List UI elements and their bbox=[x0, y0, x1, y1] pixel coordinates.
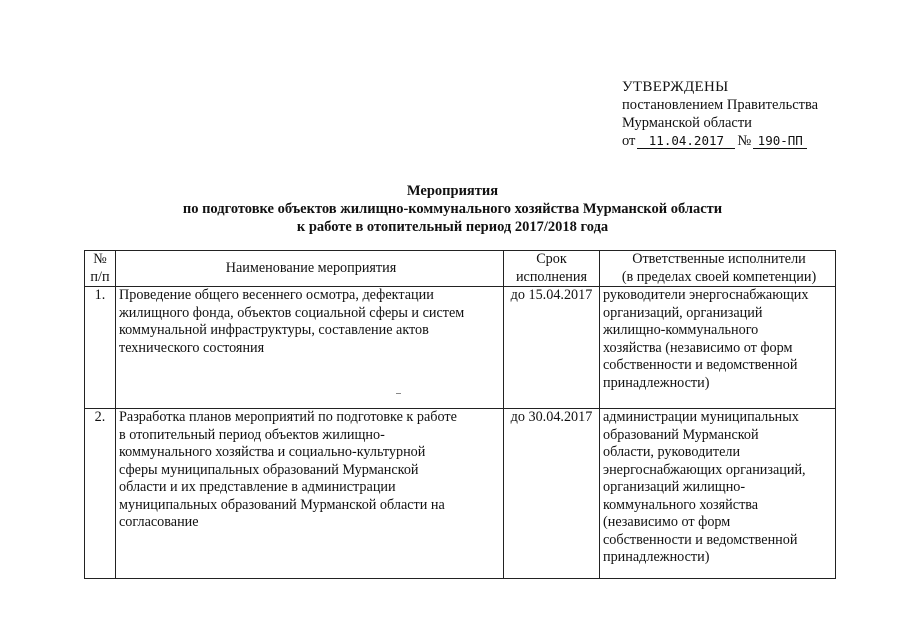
row-name-line: согласование bbox=[119, 514, 199, 530]
row-responsible-line: жилищно-коммунального bbox=[603, 322, 759, 338]
row-responsible-line: хозяйства (независимо от форм bbox=[603, 339, 793, 356]
row-responsible-line: (независимо от форм bbox=[603, 514, 731, 530]
header-responsible-line-2: (в пределах своей компетенции) bbox=[621, 268, 817, 285]
row-responsible-line: руководители энергоснабжающих bbox=[603, 287, 809, 303]
row-name-line: в отопительный период объектов жилищно- bbox=[119, 426, 385, 443]
title-line-1: Мероприятия bbox=[406, 183, 499, 199]
row-responsible bbox=[600, 287, 836, 409]
row-responsible-line: принадлежности) bbox=[603, 549, 710, 565]
row-name-line: Проведение общего весеннего осмотра, дефектации bbox=[119, 287, 434, 303]
date-prefix: от bbox=[622, 133, 636, 149]
table-row bbox=[85, 409, 836, 579]
approval-date-line bbox=[622, 132, 818, 150]
row-name-line: муниципальных образований Мурманской области на bbox=[119, 496, 445, 513]
row-responsible-line: образований Мурманской bbox=[603, 426, 759, 443]
row-responsible-line: энергоснабжающих организаций, bbox=[603, 461, 806, 478]
row-name-line: жилищного фонда, объектов социальной сферы и систем bbox=[119, 304, 465, 321]
header-deadline bbox=[504, 251, 600, 287]
row-deadline: до 15.04.2017 bbox=[504, 287, 600, 409]
row-responsible-line: коммунального хозяйства bbox=[603, 496, 759, 513]
table-header-row bbox=[85, 251, 836, 287]
row-name-line: сферы муниципальных образований Мурманской bbox=[119, 461, 419, 478]
row-number: 2. bbox=[85, 409, 116, 579]
row-responsible bbox=[600, 409, 836, 579]
approval-number: 190-ПП bbox=[753, 133, 807, 149]
row-name-line: коммунального хозяйства и социально-культурной bbox=[119, 444, 426, 460]
header-name: Наименование мероприятия bbox=[116, 251, 504, 287]
row-name-line: Разработка планов мероприятий по подготовке к работе bbox=[119, 409, 457, 425]
header-number-line-1: № bbox=[93, 251, 107, 267]
header-deadline-line-1: Срок bbox=[536, 251, 567, 267]
measures-table bbox=[84, 250, 836, 579]
row-name bbox=[116, 409, 504, 579]
approval-line-1: постановлением Правительства bbox=[622, 97, 819, 113]
table-row bbox=[85, 287, 836, 409]
row-responsible-line: области, руководители bbox=[603, 444, 741, 460]
row-deadline: до 30.04.2017 bbox=[504, 409, 600, 579]
row-responsible-line: собственности и ведомственной bbox=[603, 531, 798, 548]
header-responsible bbox=[600, 251, 836, 287]
row-responsible-line: принадлежности) bbox=[603, 374, 710, 391]
number-prefix: № bbox=[737, 133, 752, 149]
approval-line-2: Мурманской области bbox=[622, 115, 752, 131]
scan-artifact bbox=[396, 393, 401, 394]
document-title bbox=[140, 182, 765, 236]
header-number-line-2: п/п bbox=[90, 268, 110, 285]
row-responsible-line: организаций, организаций bbox=[603, 304, 763, 321]
row-name bbox=[116, 287, 504, 409]
header-responsible-line-1: Ответственные исполнители bbox=[632, 251, 806, 267]
row-name-line: технического состояния bbox=[119, 339, 265, 356]
row-responsible-line: администрации муниципальных bbox=[603, 409, 799, 425]
row-name-line: коммунальной инфраструктуры, составление актов bbox=[119, 322, 429, 338]
header-deadline-line-2: исполнения bbox=[515, 268, 588, 285]
row-name-line: области и их представление в администрации bbox=[119, 479, 396, 495]
title-line-3: к работе в отопительный период 2017/2018 года bbox=[296, 219, 609, 235]
approval-date: 11.04.2017 bbox=[637, 133, 735, 149]
approval-heading: УТВЕРЖДЕНЫ bbox=[622, 79, 729, 95]
row-number: 1. bbox=[85, 287, 116, 409]
title-line-2: по подготовке объектов жилищно-коммунального хозяйства Мурманской области bbox=[182, 201, 723, 217]
approval-block bbox=[622, 78, 818, 150]
row-responsible-line: организаций жилищно- bbox=[603, 479, 746, 495]
row-responsible-line: собственности и ведомственной bbox=[603, 357, 798, 373]
header-number bbox=[85, 251, 116, 287]
